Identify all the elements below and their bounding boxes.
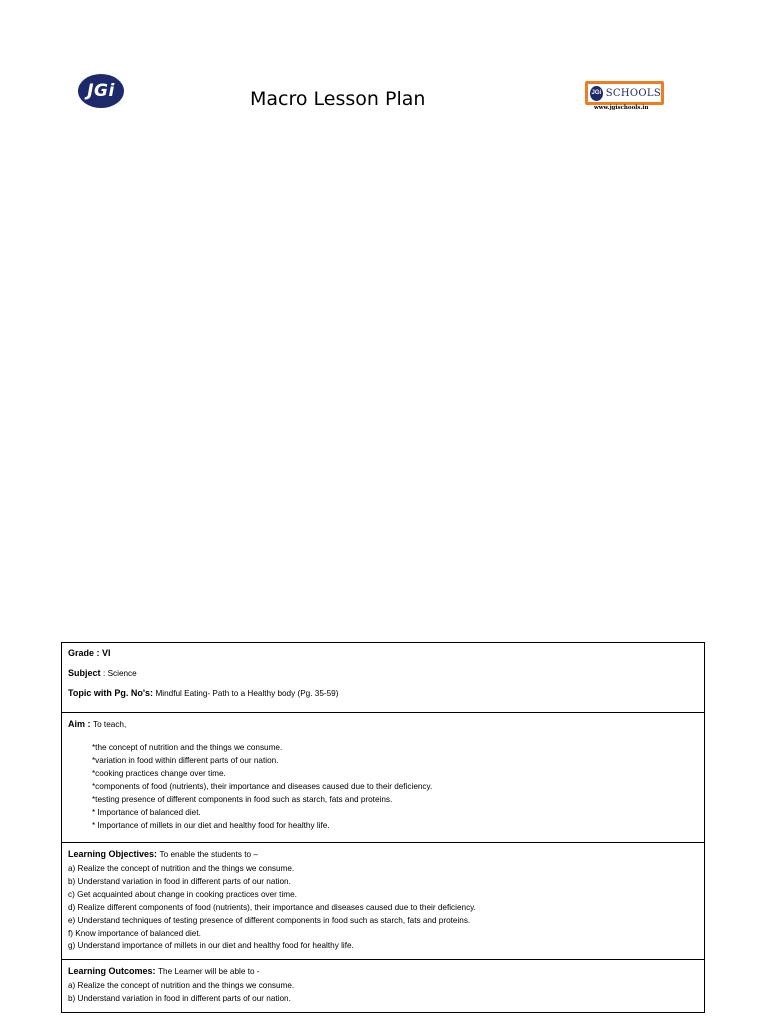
learning-outcomes-heading (68, 965, 698, 978)
subject-value: : Science (103, 669, 137, 678)
aim-section (62, 713, 704, 843)
details-section (62, 643, 704, 713)
learning-objectives-list (68, 863, 698, 953)
aim-heading (68, 718, 698, 731)
aim-item: *the concept of nutrition and the things we consume. (92, 743, 283, 752)
aim-item: * Importance of balanced diet. (92, 808, 201, 817)
jgi-logo (78, 74, 124, 108)
outcome-item: a) Realize the concept of nutrition and the things we consume. (68, 981, 295, 991)
objective-item: e) Understand techniques of testing presence of different components in food such as starch, fats and proteins. (68, 915, 471, 925)
learning-objectives-heading (68, 848, 698, 861)
learning-outcomes-section (62, 960, 704, 1013)
objective-item: a) Realize the concept of nutrition and the things we consume. (68, 864, 295, 873)
jgi-schools-logo-text: SCHOOLS (605, 87, 661, 99)
topic-value: Mindful Eating- Path to a Healthy body (Pg. 35-59) (155, 689, 339, 698)
website-url: www.jgischools.in (594, 105, 649, 111)
jgi-schools-logo (585, 81, 664, 105)
learning-objectives-section (62, 843, 704, 960)
topic-label: Topic with Pg. No's: (68, 688, 153, 698)
objective-item: g) Understand importance of millets in our diet and healthy food for healthy life. (68, 941, 354, 951)
outcome-item: b) Understand variation in food in different parts of our nation. (68, 994, 291, 1004)
jgi-logo-text: JGi (87, 81, 115, 101)
aim-item: *cooking practices change over time. (92, 769, 226, 778)
learning-outcomes-label: Learning Outcomes: (68, 966, 156, 977)
aim-label: Aim : (68, 719, 91, 729)
aim-list (92, 741, 698, 832)
learning-outcomes-list (68, 980, 698, 1006)
grade-label: Grade : VI (68, 648, 111, 658)
subject-label: Subject (68, 668, 101, 678)
lesson-plan-table (61, 642, 705, 1013)
aim-item: * Importance of millets in our diet and healthy food for healthy life. (92, 821, 330, 830)
grade-line (68, 648, 698, 658)
aim-item: *testing presence of different components in food such as starch, fats and proteins. (92, 795, 393, 804)
objective-item: f) Know importance of balanced diet. (68, 928, 201, 938)
learning-objectives-label: Learning Objectives: (68, 849, 158, 859)
learning-objectives-intro: To enable the students to – (159, 850, 258, 859)
aim-intro: To teach, (93, 720, 127, 729)
learning-outcomes-intro: The Learner will be able to - (158, 967, 260, 977)
topic-line (68, 688, 698, 698)
subject-line (68, 668, 698, 678)
objective-item: c) Get acquainted about change in cooking practices over time. (68, 889, 297, 899)
objective-item: b) Understand variation in food in different parts of our nation. (68, 876, 291, 886)
aim-item: *components of food (nutrients), their importance and diseases caused due to their deficiency. (92, 782, 433, 791)
objective-item: d) Realize different components of food (nutrients), their importance and diseases caused due to their deficiency. (68, 902, 476, 912)
jgi-schools-logo-mark: JGi (590, 86, 603, 101)
aim-item: *variation in food within different parts of our nation. (92, 756, 279, 765)
page-title: Macro Lesson Plan (250, 88, 426, 110)
